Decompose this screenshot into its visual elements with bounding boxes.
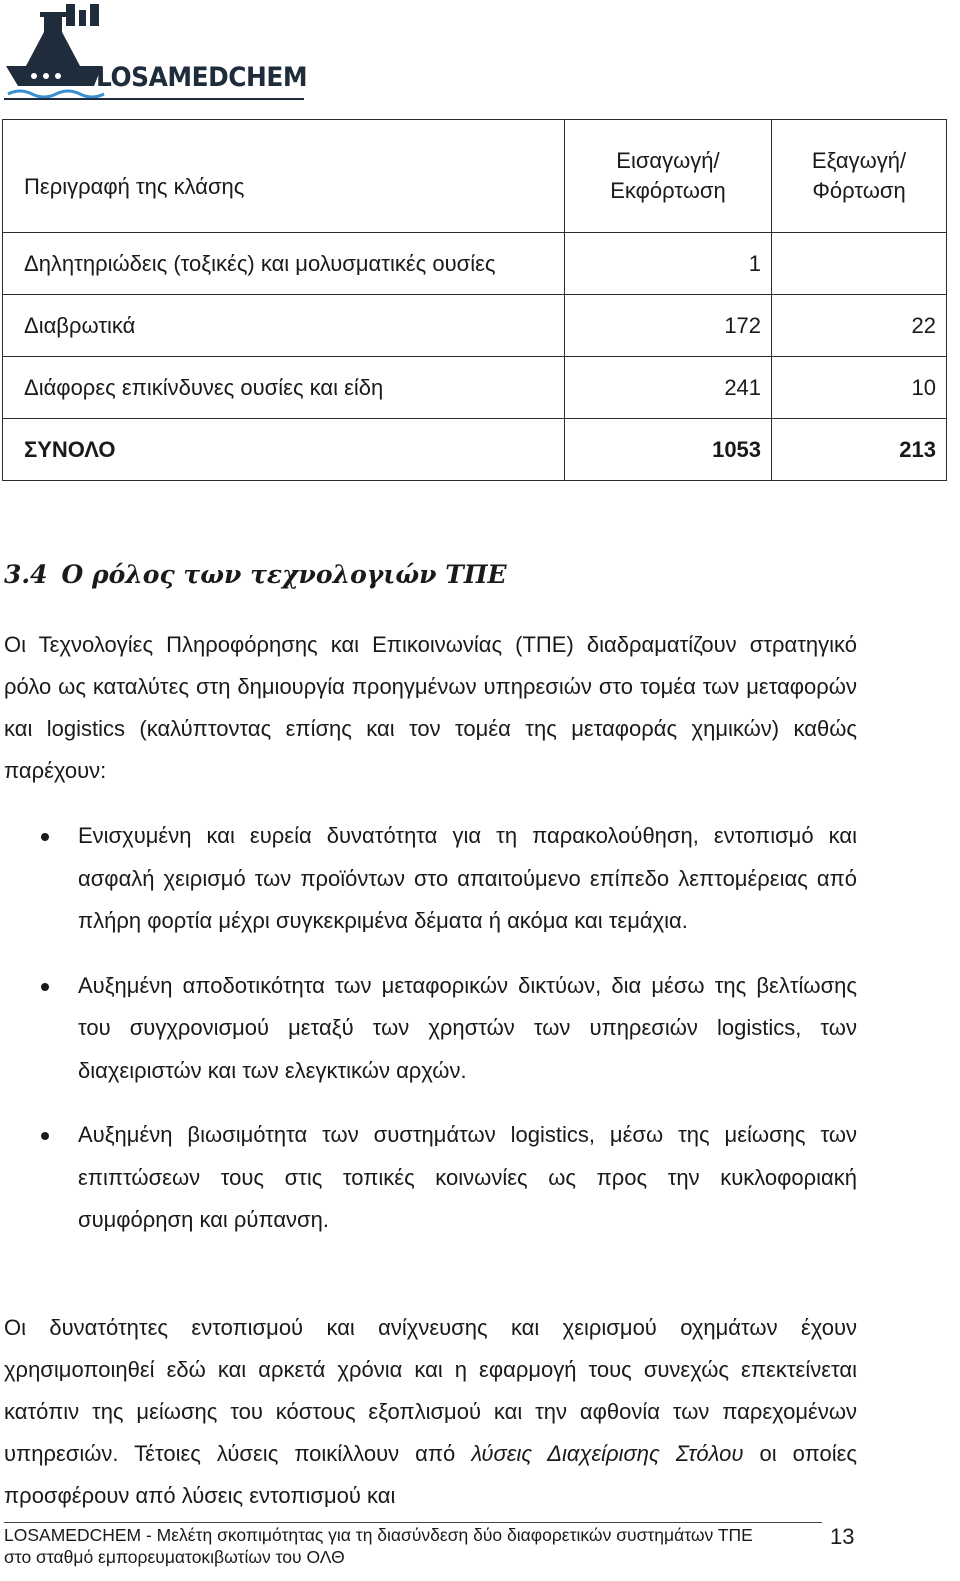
header-export-loading (772, 120, 947, 233)
cell-import: 172 (564, 295, 771, 357)
section-heading (4, 560, 507, 589)
table-header-row (3, 120, 947, 233)
logo-wordmark: LOSAMEDCHEM (96, 62, 308, 93)
cell-import: 241 (564, 357, 771, 419)
cell-export: 10 (772, 357, 947, 419)
list-item (0, 815, 857, 943)
table-row (3, 233, 947, 295)
hazard-class-table (2, 119, 947, 481)
cell-export (772, 233, 947, 295)
table-total-row (3, 419, 947, 481)
list-item-text: Αυξημένη αποδοτικότητα των μεταφορικών δικτύων, δια μέσω της βελτίωσης του συγχρονισμού μεταξύ των χρηστών των υπηρεσιών logistics, των διαχειριστών και των ελεγκτικών αρχών. (78, 972, 857, 1083)
footer-line-2: στο σταθμό εμπορευματοκιβωτίων του ΟΛΘ (4, 1547, 345, 1567)
footer-line-1: LOSAMEDCHEM - Μελέτη σκοπιμότητας για τη διασύνδεση δύο διαφορετικών συστημάτων ΤΠΕ (4, 1525, 753, 1545)
bullet-icon (41, 983, 49, 991)
bullet-icon (41, 1132, 49, 1140)
section-number: 3.4 (4, 560, 48, 589)
benefits-list (0, 815, 860, 1264)
cell-import: 1 (564, 233, 771, 295)
cell-export: 22 (772, 295, 947, 357)
header-export-line1: Εξαγωγή/ (811, 148, 907, 173)
header-class-description: Περιγραφή της κλάσης (3, 120, 565, 233)
tracking-paragraph (4, 1307, 857, 1517)
cell-total-label: ΣΥΝΟΛΟ (3, 419, 565, 481)
list-item (0, 1114, 857, 1242)
list-item-text: Ενισχυμένη και ευρεία δυνατότητα για τη παρακολούθηση, εντοπισμό και ασφαλή χειρισμό των προϊόντων στο απαιτούμενο επίπεδο λεπτομέρειας από πλήρη φορτία μέχρι συγκεκριμένα δέματα ή ακόμα και τεμάχια. (78, 823, 857, 933)
page-footer (4, 1524, 804, 1568)
page-number: 13 (830, 1524, 855, 1549)
logo-underline (4, 98, 304, 100)
list-item (0, 965, 857, 1093)
cell-class: Δηλητηριώδεις (τοξικές) και μολυσματικές ουσίες (3, 233, 565, 295)
header-import-unloading (564, 120, 771, 233)
cell-total-import: 1053 (564, 419, 771, 481)
cell-class: Διαβρωτικά (3, 295, 565, 357)
header-import-line2: Εκφόρτωση (610, 178, 726, 203)
header-export-line2: Φόρτωση (812, 178, 906, 203)
losamedchem-logo (4, 2, 308, 102)
paragraph-text-italic: λύσεις Διαχείρισης Στόλου (471, 1441, 744, 1466)
cell-total-export: 213 (772, 419, 947, 481)
intro-paragraph: Οι Τεχνολογίες Πληροφόρησης και Επικοινωνίας (ΤΠΕ) διαδραματίζουν στρατηγικό ρόλο ως καταλύτες στη δημιουργία προηγμένων υπηρεσιών στο τομέα των μεταφορών και logistics (καλύπτοντας επίσης και τον τομέα της μεταφοράς χημικών) καθώς παρέχουν: (4, 632, 857, 783)
cell-class: Διάφορες επικίνδυνες ουσίες και είδη (3, 357, 565, 419)
section-title: Ο ρόλος των τεχνολογιών ΤΠΕ (61, 560, 507, 589)
bullet-icon (41, 833, 49, 841)
table-row (3, 295, 947, 357)
list-item-text: Αυξημένη βιωσιμότητα των συστημάτων logistics, μέσω της μείωσης των επιπτώσεων τους στις τοπικές κοινωνίες ως προς την κυκλοφοριακή συμφόρηση και ρύπανση. (78, 1122, 857, 1232)
paragraph-text-end: οι οποίες προσφέρουν από λύσεις εντοπισμού και (4, 1441, 857, 1508)
table-row (3, 357, 947, 419)
paragraph-text-start: Οι δυνατότητες εντοπισμού και ανίχνευσης και χειρισμού οχημάτων έχουν χρησιμοποιηθεί εδώ και αρκετά χρόνια και η εφαρμογή τους συνεχώς επεκτείνεται κατόπιν της μείωσης του κόστους εξοπλισμού και την αφθονία των παρεχομένων υπηρεσιών. Τέτοιες λύσεις ποικίλλουν από (4, 1315, 857, 1466)
header-import-line1: Εισαγωγή/ (616, 148, 720, 173)
footer-divider (4, 1522, 822, 1523)
